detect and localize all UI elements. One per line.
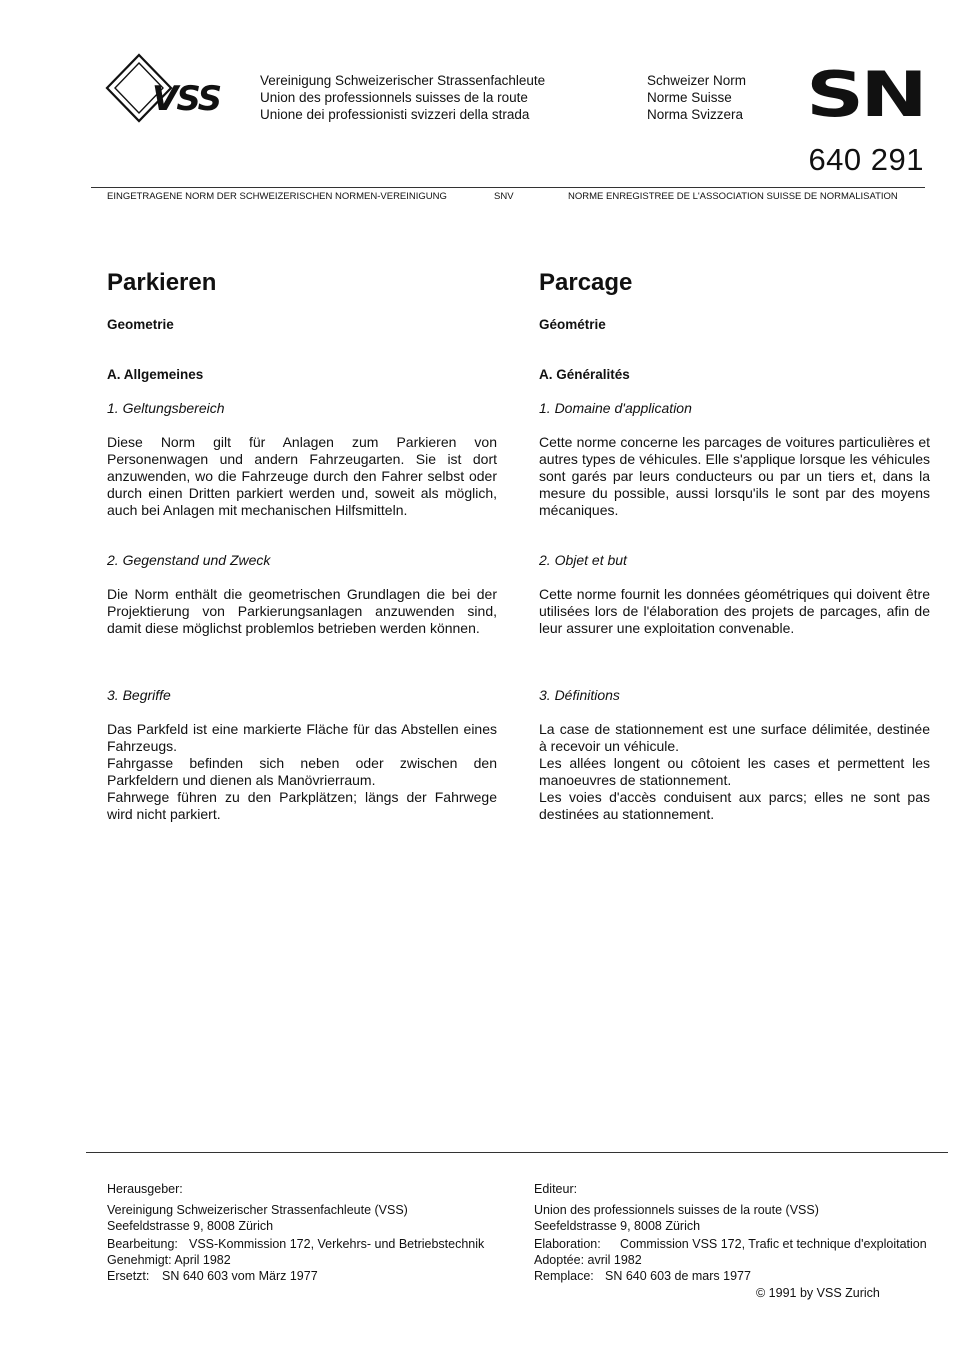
publisher-de: Vereinigung Schweizerischer Strassenfachleute (VSS) — [107, 1203, 408, 1217]
definition-parkfeld: Das Parkfeld ist eine markierte Fläche für das Abstellen eines Fahrzeugs. — [107, 721, 497, 754]
registration-de: EINGETRAGENE NORM DER SCHWEIZERISCHEN NORMEN-VEREINIGUNG — [107, 191, 447, 202]
publisher-label-de: Herausgeber: — [107, 1182, 183, 1196]
title-de: Parkieren — [107, 269, 217, 296]
definition-allees: Les allées longent ou côtoient les cases et permettent les manoeuvres de stationnement. — [539, 755, 930, 788]
address-de: Seefeldstrasse 9, 8008 Zürich — [107, 1219, 274, 1233]
remplace-label: Remplace: — [534, 1269, 594, 1283]
section-2-text-fr: Cette norme fournit les données géométriques qui doivent être utilisées lors de l'élaboration des projets de parcages, afin de leur assurer une exploitation convenable. — [539, 586, 930, 636]
definitions-fr — [539, 721, 930, 823]
organisation-names — [260, 72, 545, 123]
bearbeitung-value: VSS-Kommission 172, Verkehrs- und Betriebstechnik — [189, 1237, 485, 1251]
elaboration-value: Commission VSS 172, Trafic et technique d'exploitation — [620, 1237, 927, 1251]
section-1-text-de: Diese Norm gilt für Anlagen zum Parkieren von Personenwagen und andern Fahrzeugarten. Sie ist dort anzuwenden, wo die Fahrzeuge durch den Fahrer selbst oder durch einen Dritten parkiert werden und, soweit als möglich, auch bei Anlagen mit mechanischen Hilfsmitteln. — [107, 434, 497, 518]
bearbeitung-row — [107, 1236, 502, 1252]
norm-type — [647, 72, 746, 123]
address-fr: Seefeldstrasse 9, 8008 Zürich — [534, 1219, 701, 1233]
copyright: © 1991 by VSS Zurich — [756, 1286, 880, 1300]
section-a-fr: A. Généralités — [539, 367, 630, 382]
norm-type-de: Schweizer Norm — [647, 73, 747, 88]
definition-case: La case de stationnement est une surface délimitée, destinée à recevoir un véhicule. — [539, 721, 930, 754]
publisher-label-fr: Editeur: — [534, 1182, 578, 1196]
registration-snv: SNV — [494, 191, 514, 202]
remplace-row — [534, 1268, 944, 1284]
section-1-text-fr: Cette norme concerne les parcages de voitures particulières et autres types de véhicules. Elle s'applique lorsque les véhicules sont garés par leurs conducteurs ou par un tiers et, dans la mesure du possible, aussi lorsqu'ils le sont par des moyens mécaniques. — [539, 434, 930, 518]
section-2-heading-de: 2. Gegenstand und Zweck — [107, 552, 271, 568]
section-2-text-de: Die Norm enthält die geometrischen Grundlagen die bei der Projektierung von Parkierungsanlagen anzuwenden sind, damit diese möglichst problemlos betrieben werden können. — [107, 586, 497, 636]
section-a-de: A. Allgemeines — [107, 367, 204, 382]
definition-fahrwege: Fahrwege führen zu den Parkplätzen; längs der Fahrwege wird nicht parkiert. — [107, 789, 497, 822]
vss-logo — [100, 52, 246, 124]
bearbeitung-label: Bearbeitung: — [107, 1237, 178, 1251]
adoptee-fr: Adoptée: avril 1982 — [534, 1253, 642, 1267]
remplace-value: SN 640 603 de mars 1977 — [605, 1269, 751, 1283]
footer-de — [107, 1181, 502, 1284]
norm-number: 640 291 — [808, 142, 924, 177]
section-2-heading-fr: 2. Objet et but — [539, 552, 627, 568]
section-1-heading-de: 1. Geltungsbereich — [107, 400, 225, 416]
section-3-heading-de: 3. Begriffe — [107, 687, 171, 703]
section-1-heading-fr: 1. Domaine d'application — [539, 400, 692, 416]
registration-fr: NORME ENREGISTREE DE L'ASSOCIATION SUISSE DE NORMALISATION — [568, 191, 898, 202]
org-name-fr: Union des professionnels suisses de la route — [260, 90, 528, 105]
ersetzt-value: SN 640 603 vom März 1977 — [162, 1269, 318, 1283]
footer-divider — [86, 1152, 948, 1153]
subtitle-fr: Géométrie — [539, 317, 606, 332]
norm-type-fr: Norme Suisse — [647, 90, 732, 105]
elaboration-label: Elaboration: — [534, 1237, 601, 1251]
genehmigt-de: Genehmigt: April 1982 — [107, 1253, 231, 1267]
norm-type-it: Norma Svizzera — [647, 107, 744, 122]
ersetzt-label: Ersetzt: — [107, 1269, 150, 1283]
subtitle-de: Geometrie — [107, 317, 174, 332]
header-divider — [91, 187, 925, 188]
svg-text:SN: SN — [806, 68, 924, 120]
ersetzt-row — [107, 1268, 502, 1284]
title-fr: Parcage — [539, 269, 633, 296]
definitions-de — [107, 721, 497, 823]
svg-text:VSS: VSS — [152, 79, 221, 119]
org-name-it: Unione dei professionisti svizzeri della strada — [260, 107, 530, 122]
publisher-fr: Union des professionnels suisses de la route (VSS) — [534, 1203, 819, 1217]
definition-fahrgasse: Fahrgasse befinden sich neben oder zwischen den Parkfeldern und dienen als Manövrierraum. — [107, 755, 497, 788]
elaboration-row — [534, 1236, 944, 1252]
sn-logo — [806, 68, 926, 120]
org-name-de: Vereinigung Schweizerischer Strassenfachleute — [260, 73, 546, 88]
definition-voies: Les voies d'accès conduisent aux parcs; elles ne sont pas destinées au stationnement. — [539, 789, 930, 822]
section-3-heading-fr: 3. Définitions — [539, 687, 620, 703]
footer-fr — [534, 1181, 944, 1284]
